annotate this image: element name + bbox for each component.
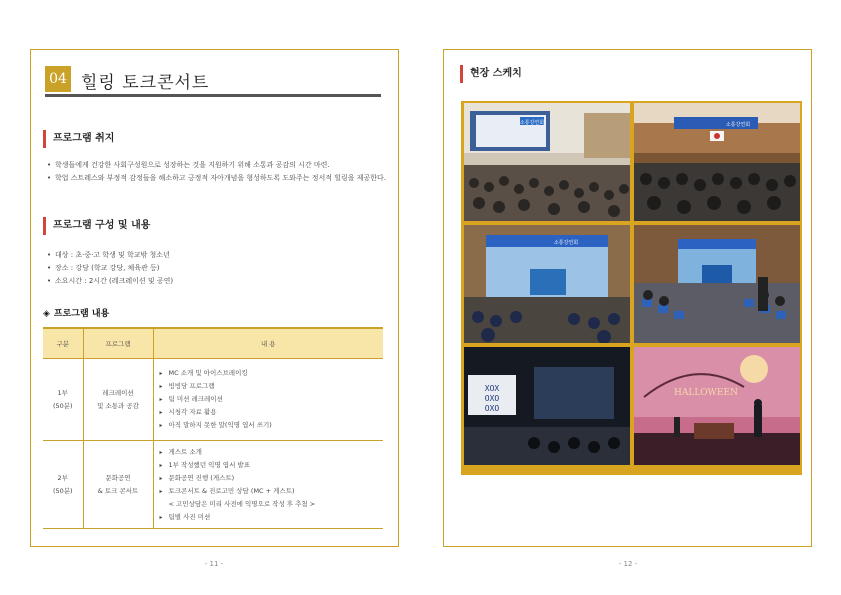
content-item: ▸ 1부 작성했던 익명 엽서 발표 [160,459,378,472]
right-page [443,49,812,547]
table-heading [43,306,109,319]
content-item: ▸ 팀 미션 레크레이션 [160,393,378,406]
banner-text: 소통강연회 [725,122,751,128]
composition-bullet: • 장소 : 강당 (학교 강당, 체육관 등) [47,262,387,275]
content-item: ▸ 토크콘서트 & 진로고민 상담 (MC + 게스트) [160,485,378,498]
content-item: ▸ 시청각 자료 활용 [160,406,378,419]
photo-grid [461,101,802,475]
part-duration: (50분) [52,401,73,410]
part-cell [43,441,83,529]
left-page [30,49,399,547]
section-title: 힐링 토크콘서트 [81,73,210,93]
purpose-bullet: • 학업 스트레스와 부정적 감정들을 해소하고 긍정적 자아개념을 형성하도록 도와주는 정서적 힐링을 제공한다. [47,172,387,185]
banner-text: 소통강연회 [553,240,579,246]
section-divider [45,94,381,97]
svg-text:XOX: XOX [484,384,500,393]
purpose-list [47,159,387,185]
program-label: 문화공연 [105,473,131,482]
event-photo [464,103,630,221]
table-header: 프로그램 [83,328,153,359]
program-table [43,327,383,529]
content-item: ▸ 문화공연 진행 (게스트) [160,472,378,485]
event-photo [634,347,800,465]
contents-cell [153,359,383,441]
diamond-icon: ◈ [43,309,50,319]
page-number-right: - 12 - [618,560,638,568]
composition-bullet: • 소요시간 : 2시간 (레크레이션 및 공연) [47,275,387,288]
part-label: 1부 [57,388,68,397]
event-photo [634,103,800,221]
banner-text: HALLOWEEN [674,388,738,398]
event-photo [464,347,630,465]
part-cell [43,359,83,441]
svg-text:OXO: OXO [484,404,500,413]
program-cell [83,441,153,529]
content-item: ▸ 팀별 사진 미션 [160,511,378,524]
composition-list [47,249,387,288]
section-number: 04 [45,66,71,92]
part-duration: (50분) [52,486,73,495]
content-item: ▸ 빙빙당 프로그램 [160,380,378,393]
composition-bullet: • 대상 : 초·중·고 학생 및 학교밖 청소년 [47,249,387,262]
event-photo [634,225,800,343]
contents-cell [153,441,383,529]
purpose-heading: 프로그램 취지 [43,130,114,148]
program-label: 레크레이션 [102,388,134,397]
table-heading-label: 프로그램 내용 [53,309,110,319]
purpose-bullet: • 학생들에게 건강한 사회구성원으로 성장하는 것을 지원하기 위해 소통과 공감의 시간 마련. [47,159,387,172]
program-label: 및 소통과 공감 [97,401,139,410]
svg-text:OXO: OXO [484,394,500,403]
program-label: & 토크 콘서트 [97,486,139,495]
page-number-left: - 11 - [204,560,224,568]
content-item: ▸ MC 소개 및 아이스브레이킹 [160,367,378,380]
table-row [43,359,383,441]
table-row [43,441,383,529]
table-header-row [43,328,383,359]
composition-heading: 프로그램 구성 및 내용 [43,217,150,235]
program-cell [83,359,153,441]
photo-section-title: 현장 스케치 [460,65,522,83]
content-note: < 고민상담은 미리 사전에 익명으로 작성 후 추첨 > [168,499,316,508]
content-item: ▸ 아직 말하지 못한 말(익명 엽서 쓰기) [160,419,378,432]
table-header: 구분 [43,328,83,359]
event-photo [464,225,630,343]
part-label: 2부 [57,473,68,482]
banner-text: 소통강연회 [519,120,545,126]
section-title-block [45,66,381,94]
content-item: ▸ 게스트 소개 [160,446,378,459]
table-header: 내 용 [153,328,383,359]
